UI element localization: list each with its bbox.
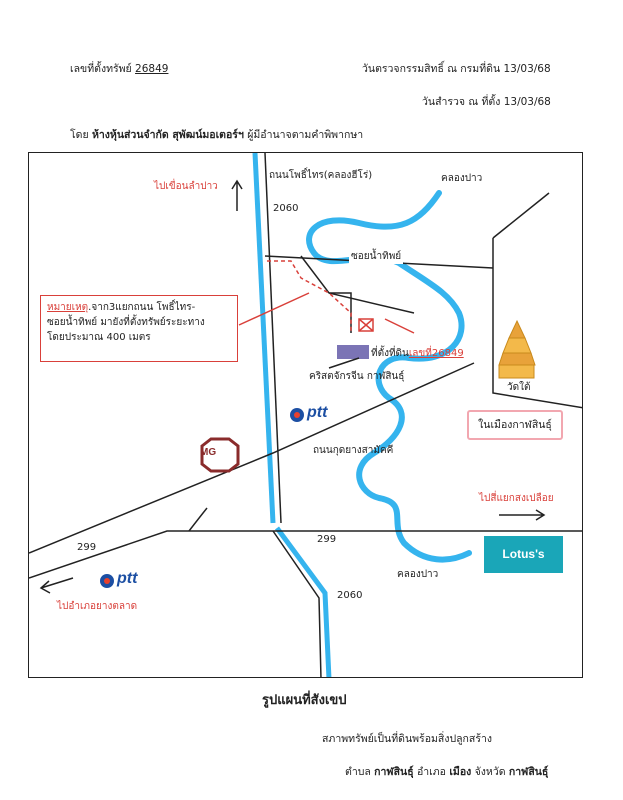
city-box: ในเมืองกาฬสินธุ์ bbox=[467, 410, 563, 440]
amphoe-value: เมือง bbox=[449, 766, 472, 778]
note-text-1: .จาก3แยกถนน โพธิ์ไทร- bbox=[88, 302, 196, 313]
map-frame bbox=[28, 152, 583, 678]
road-kut-yang bbox=[29, 363, 474, 553]
province-label: จังหวัด bbox=[474, 766, 506, 778]
site-label bbox=[371, 346, 464, 361]
note-text-2: ซอยน้ำทิพย์ มายังที่ตั้งทรัพย์ระยะทาง bbox=[47, 317, 205, 328]
deed-number: 26849 bbox=[135, 63, 169, 75]
road-2060-line bbox=[255, 153, 273, 523]
road-2060-top-label: 2060 bbox=[273, 203, 299, 214]
church-label: คริสตจักรจีน กาฬสินธุ์ bbox=[309, 371, 405, 382]
to-yangtalat-label: ไปอำเภอยางตลาด bbox=[57, 601, 138, 612]
by-suffix: ผู้มีอำนาจตามคำพิพากษา bbox=[247, 129, 364, 141]
junction-curve bbox=[189, 508, 207, 531]
inspect-date-line bbox=[362, 60, 551, 77]
by-prefix: โดย bbox=[70, 129, 89, 141]
by-line bbox=[70, 126, 363, 143]
canal-bottom-label: คลองปาว bbox=[397, 569, 439, 580]
amphoe-label: อำเภอ bbox=[416, 766, 446, 778]
arrow-site bbox=[385, 319, 414, 333]
temple-icon bbox=[499, 321, 535, 378]
tambon-value: กาฬสินธุ์ bbox=[374, 766, 414, 778]
road-2060-south-line bbox=[277, 528, 329, 678]
arrow-songplueai bbox=[499, 510, 544, 520]
canal-top-label: คลองปาว bbox=[441, 173, 483, 184]
soi-namthip-label: ซอยน้ำทิพย์ bbox=[351, 251, 402, 262]
to-dam-label: ไปเขื่อนลำปาว bbox=[154, 181, 218, 192]
lotus-logo: Lotus's bbox=[484, 536, 563, 573]
site-marker-x bbox=[359, 319, 373, 331]
survey-label: วันสำรวจ ณ ที่ตั้ง bbox=[422, 96, 501, 108]
mg-text: MG bbox=[200, 447, 217, 458]
arrow-note bbox=[239, 293, 309, 325]
temple-label: วัดใต้ bbox=[507, 382, 531, 393]
church-marker bbox=[337, 345, 369, 359]
road-2060-bottom-label: 2060 bbox=[337, 590, 363, 601]
note-label: หมายเหตุ bbox=[47, 302, 89, 313]
map-title: รูปแผนที่สังเขป bbox=[262, 693, 347, 708]
province-value: กาฬสินธุ์ bbox=[508, 766, 549, 778]
route-dashed bbox=[267, 261, 351, 333]
arrow-yangtalat bbox=[41, 578, 73, 593]
site-deed: เลขที่26849 bbox=[408, 348, 464, 359]
property-description: สภาพทรัพย์เป็นที่ดินพร้อมสิ่งปลูกสร้าง bbox=[322, 733, 492, 745]
arrow-church bbox=[329, 358, 359, 368]
ptt-logo-center: ptt bbox=[307, 404, 328, 421]
road-east-upper bbox=[493, 193, 549, 238]
arrow-dam bbox=[232, 181, 242, 211]
location-line bbox=[345, 763, 548, 780]
site-text: ที่ตั้งที่ดิน bbox=[371, 348, 409, 359]
ptt-logo-bottom: ptt bbox=[117, 570, 138, 587]
road-299-left-label: 299 bbox=[77, 542, 97, 553]
note-box bbox=[40, 295, 238, 362]
road-phothi-label: ถนนโพธิ์ไทร(คลองฮีโร่) bbox=[269, 170, 373, 181]
inspect-date: 13/03/68 bbox=[503, 63, 551, 75]
survey-date: 13/03/68 bbox=[503, 96, 551, 108]
tambon-label: ตำบล bbox=[345, 766, 371, 778]
note-text-3: โดยประมาณ 400 เมตร bbox=[47, 332, 151, 343]
to-songplueai-label: ไปสี่แยกสงเปลือย bbox=[479, 493, 554, 504]
site-road-2 bbox=[329, 293, 351, 333]
deed-number-line bbox=[70, 60, 168, 77]
road-299-mid-label: 299 bbox=[317, 534, 337, 545]
deed-label: เลขที่ตั้งทรัพย์ bbox=[70, 63, 132, 75]
company-name: ห้างหุ้นส่วนจำกัด สุพัฒน์มอเตอร์ฯ bbox=[91, 129, 244, 141]
survey-date-line bbox=[422, 93, 551, 110]
road-kut-label: ถนนกุดยางสามัคคี bbox=[313, 445, 394, 456]
inspect-label: วันตรวจกรรมสิทธิ์ ณ กรมที่ดิน bbox=[362, 63, 501, 75]
